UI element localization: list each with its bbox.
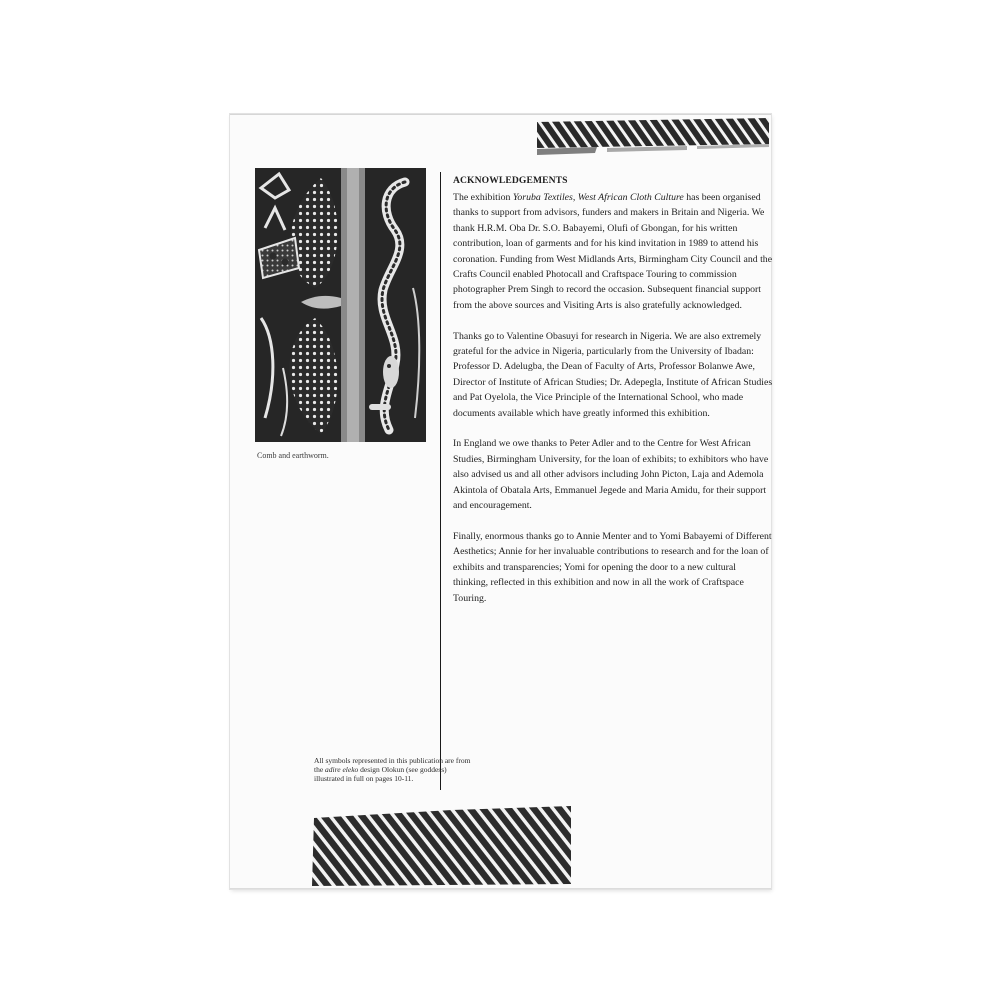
- paragraph-4: Finally, enormous thanks go to Annie Menter and to Yomi Babayemi of Different Aesthetics; Annie for her invaluable contributions to research and for the loan of exhibits and transparencies; Yomi for opening the door to a new cultural thinking, reflected in this exhibition and now in all the work of Craftspace Touring.: [453, 530, 772, 604]
- paragraph-2: Thanks go to Valentine Obasuyi for research in Nigeria. We are also extremely grateful for the advice in Nigeria, particularly from the University of Ibadan: Professor D. Adelugba, the Dean of Faculty of Arts, Professor Bolanwe Awe, Director of Institute of African Studies; Dr. Adepegla, Institute of African Studies and Pat Oyelola, the Vice Principle of the International School, who made documents available which have greatly informed this exhibition.: [453, 330, 773, 419]
- comb-and-earthworm-print: [255, 168, 426, 442]
- adire-stripe-bottom: [312, 806, 571, 886]
- acknowledgements-body: [453, 190, 773, 606]
- symbols-footnote: All symbols represented in this publication are from the adire eleko design Olokun (see goddess) illustrated in full on pages 10-11.: [314, 756, 471, 784]
- column-divider: [440, 172, 441, 790]
- section-heading: ACKNOWLEDGEMENTS: [453, 175, 568, 186]
- page-bottom-edge: [230, 888, 771, 889]
- paragraph-1: The exhibition Yoruba Textiles, West African Cloth Culture has been organised thanks to support from advisors, funders and makers in Britain and Nigeria. We thank H.R.M. Oba Dr. S.O. Babayemi, Olufi of Gbongan, for his written contribution, loan of garments and for his kind invitation in 1989 to attend his coronation. Funding from West Midlands Arts, Birmingham City Council and the Crafts Council enabled Photocall and Craftspace Touring to commission photographer Prem Singh to record the occasion. Subsequent financial support from the above sources and Visiting Arts is also gratefully acknowledged.: [453, 192, 773, 311]
- illustration-caption: Comb and earthworm.: [257, 451, 329, 460]
- page-top-edge: [230, 114, 771, 115]
- paragraph-3: In England we owe thanks to Peter Adler and to the Centre for West African Studies, Birmingham University, for the loan of exhibits; to exhibitors who have also advised us and all other advisors including John Picton, Laja and Ademola Akintola of Obatala Arts, Emmanuel Jegede and Maria Amidu, for their support and encouragement.: [453, 438, 769, 512]
- adire-stripe-top: [537, 116, 769, 164]
